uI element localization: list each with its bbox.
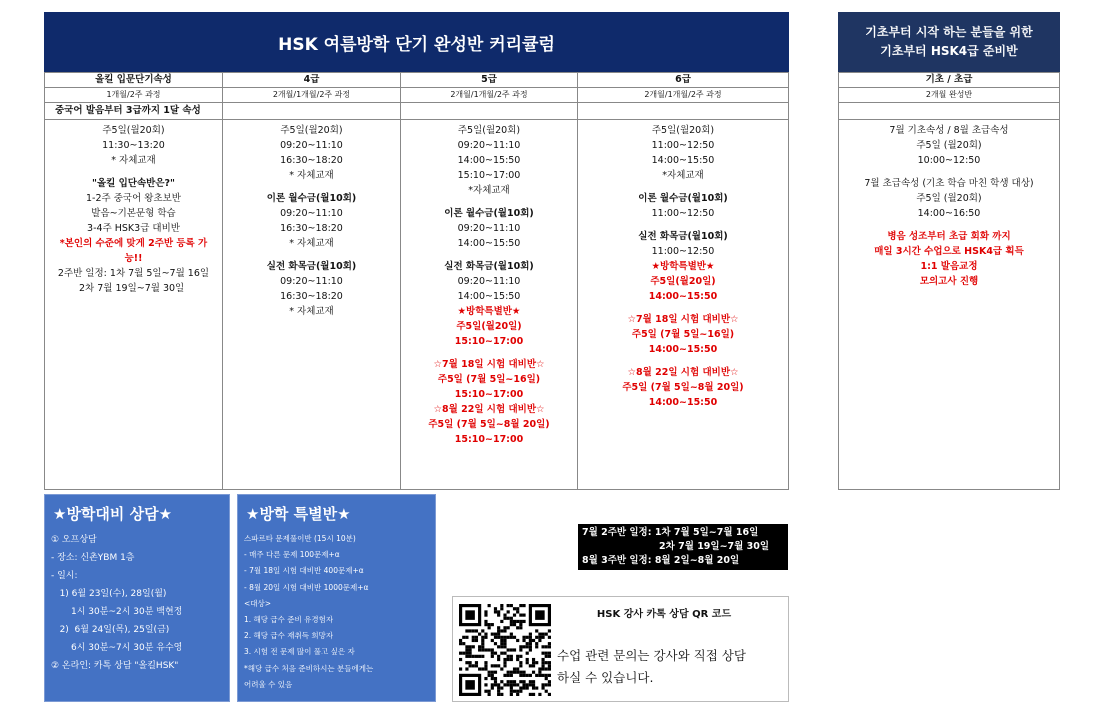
qr-description xyxy=(557,645,787,689)
schedule-line: 11:00~12:50 xyxy=(651,140,715,151)
info-line: ① 오프상담 xyxy=(51,535,97,545)
schedule-line: ☆7월 18일 시험 대비반☆ xyxy=(627,314,739,325)
schedule-line: 16:30~18:20 xyxy=(280,223,343,234)
schedule-line xyxy=(578,304,788,312)
schedule-line: 14:00~16:50 xyxy=(917,208,981,219)
schedule-line: 09:20~11:10 xyxy=(457,140,521,151)
schedule-line: 10:00~12:50 xyxy=(917,155,981,166)
schedule-line: 14:00~15:50 xyxy=(457,155,521,166)
schedule-line: 1-2주 중국어 왕초보반 xyxy=(86,193,181,204)
column-head: 6급 xyxy=(578,73,788,88)
beginner-panel-title xyxy=(838,12,1060,72)
column-sub: 1개월/2주 과정 xyxy=(45,88,222,103)
info-line: - 장소: 신촌YBM 1층 xyxy=(51,553,135,563)
column-desc xyxy=(401,103,577,120)
schedule-line: *본인의 수준에 맞게 2주반 등록 가 xyxy=(59,238,208,249)
schedule-line: ☆8월 22일 시험 대비반☆ xyxy=(627,367,739,378)
schedule-line: *자체교재 xyxy=(662,170,704,181)
info-line: - 8월 20일 시험 대비반 1000문제+α xyxy=(244,582,369,592)
beginner-title-line2: 기초부터 HSK4급 준비반 xyxy=(880,44,1018,58)
schedule-line: 모의고사 진행 xyxy=(919,276,979,287)
column-beginner xyxy=(839,73,1059,489)
schedule-line: 14:00~15:50 xyxy=(457,238,521,249)
schedule-line: 15:10~17:00 xyxy=(454,434,524,445)
schedule-line: 실전 화목금(월10회) xyxy=(444,261,534,272)
schedule-line: 주5일(월20회) xyxy=(280,125,343,136)
qr-title: HSK 강사 카톡 상담 QR 코드 xyxy=(596,609,732,620)
qr-description-line2: 하실 수 있습니다. xyxy=(557,670,654,685)
schedule-line: 주5일 (월20회) xyxy=(916,140,982,151)
column-head: 5급 xyxy=(401,73,577,88)
schedule-line: 11:00~12:50 xyxy=(651,246,715,257)
schedule-line: 2차 7월 19일~7월 30일 xyxy=(79,283,185,294)
schedule-line: 7월 초급속성 (기초 학습 마친 학생 대상) xyxy=(864,178,1034,189)
schedule-line: 15:10~17:00 xyxy=(454,336,524,347)
column-body xyxy=(223,120,400,319)
schedule-line xyxy=(839,168,1059,176)
schedule-line-3: 8월 3주반 일정: 8월 2일~8월 20일 xyxy=(582,555,740,566)
info-line: 6시 30분~7시 30분 유수영 xyxy=(51,643,183,653)
column-level-4 xyxy=(223,73,401,489)
schedule-line: 09:20~11:10 xyxy=(280,140,343,151)
column-body xyxy=(45,120,222,296)
schedule-line xyxy=(401,251,577,259)
column-intro xyxy=(45,73,223,489)
schedule-line xyxy=(578,357,788,365)
info-line: 1) 6월 23일(수), 28일(월) xyxy=(51,589,167,599)
schedule-line: 이론 월수금(월10회) xyxy=(266,193,357,204)
schedule-line: 주5일 (7월 5일~8월 20일) xyxy=(622,382,744,393)
schedule-line: 이론 월수금(월10회) xyxy=(638,193,728,204)
schedule-line: 병음 성조부터 초급 회화 까지 xyxy=(887,231,1011,242)
schedule-line: 이론 월수금(월10회) xyxy=(444,208,534,219)
schedule-line xyxy=(45,168,222,176)
schedule-line: 09:20~11:10 xyxy=(457,276,521,287)
schedule-line xyxy=(578,221,788,229)
schedule-line: 발음~기본문형 학습 xyxy=(91,208,176,219)
column-desc: 중국어 발음부터 3급까지 1달 속성 xyxy=(45,103,222,120)
schedule-line: 주5일 (7월 5일~16일) xyxy=(437,374,541,385)
schedule-line: 주5일 (월20회) xyxy=(916,193,982,204)
info-line: - 일시: xyxy=(51,571,78,581)
info-line: *해당 급수 처음 준비하시는 분들에게는 xyxy=(244,663,374,673)
schedule-line: 09:20~11:10 xyxy=(280,276,343,287)
schedule-line: * 자체교재 xyxy=(289,238,334,249)
schedule-line: * 자체교재 xyxy=(111,155,156,166)
schedule-line-1: 7월 2주반 일정: 1차 7월 5일~7월 16일 xyxy=(582,527,759,538)
schedule-line: 14:00~15:50 xyxy=(651,155,715,166)
schedule-line xyxy=(578,183,788,191)
schedule-line: 09:20~11:10 xyxy=(280,208,343,219)
beginner-table xyxy=(838,72,1060,490)
schedule-line: 15:10~17:00 xyxy=(454,389,524,400)
schedule-line: *자체교재 xyxy=(468,185,510,196)
schedule-line: 매일 3시간 수업으로 HSK4급 획득 xyxy=(874,246,1024,257)
schedule-line: 주5일 (7월 5일~8월 20일) xyxy=(428,419,550,430)
column-sub: 2개월 완성반 xyxy=(839,88,1059,103)
column-body xyxy=(578,120,788,410)
schedule-line: ☆8월 22일 시험 대비반☆ xyxy=(433,404,545,415)
info-line: 2) 6월 24일(목), 25일(금) xyxy=(51,625,170,635)
info-line: - 매주 다른 문제 100문제+α xyxy=(244,550,340,560)
consultation-title: ★방학대비 상담★ xyxy=(53,505,173,523)
schedule-line: 14:00~15:50 xyxy=(457,291,521,302)
consultation-lines xyxy=(45,531,229,675)
consultation-box xyxy=(44,494,230,702)
schedule-line: 11:00~12:50 xyxy=(651,208,715,219)
schedule-line: ★방학특별반★ xyxy=(651,261,715,272)
schedule-line: 16:30~18:20 xyxy=(280,291,343,302)
curriculum-title: HSK 여름방학 단기 완성반 커리큘럼 xyxy=(44,12,789,72)
schedule-line: 15:10~17:00 xyxy=(457,170,521,181)
info-line: 1. 해당 급수 준비 유경험자 xyxy=(244,614,334,624)
schedule-line: ☆7월 18일 시험 대비반☆ xyxy=(433,359,545,370)
schedule-line: 11:30~13:20 xyxy=(102,140,165,151)
column-desc xyxy=(578,103,788,120)
schedule-line xyxy=(223,251,400,259)
schedule-line: 14:00~15:50 xyxy=(648,291,718,302)
info-line: 스파르타 문제풀이반 (15시 10분) xyxy=(244,534,356,543)
schedule-line: 주5일(월20일) xyxy=(456,321,522,332)
schedule-line xyxy=(839,221,1059,229)
schedule-line: "올킬 입단속반은?" xyxy=(92,178,175,189)
qr-code-icon[interactable] xyxy=(459,604,551,696)
schedule-box xyxy=(578,524,788,570)
column-head: 기초 / 초급 xyxy=(839,73,1059,88)
curriculum-table xyxy=(44,72,789,490)
schedule-line-2: 2차 7월 19일~7월 30일 xyxy=(659,541,770,552)
info-line: 3. 시험 전 문제 많이 풀고 싶은 자 xyxy=(244,647,355,657)
column-desc xyxy=(223,103,400,120)
column-desc xyxy=(839,103,1059,120)
column-head: 올킬 입문단기속성 xyxy=(45,73,222,88)
column-head: 4급 xyxy=(223,73,400,88)
schedule-line: 1:1 발음교정 xyxy=(920,261,978,272)
schedule-line: 주5일(월20회) xyxy=(102,125,165,136)
schedule-line xyxy=(223,183,400,191)
info-line: 2. 해당 급수 재취득 희망자 xyxy=(244,631,334,641)
special-class-box xyxy=(237,494,436,702)
schedule-line: 주5일(월20회) xyxy=(651,125,715,136)
column-body xyxy=(839,120,1059,289)
qr-description-line1: 수업 관련 문의는 강사와 직접 상담 xyxy=(557,648,746,663)
schedule-line xyxy=(401,198,577,206)
schedule-line: 09:20~11:10 xyxy=(457,223,521,234)
schedule-line: 16:30~18:20 xyxy=(280,155,343,166)
schedule-line: 실전 화목금(월10회) xyxy=(638,231,728,242)
schedule-line: 14:00~15:50 xyxy=(648,344,718,355)
info-line: 어려울 수 있음 xyxy=(244,679,293,689)
info-line: 1시 30분~2시 30분 백현정 xyxy=(51,607,183,617)
qr-contact-box xyxy=(452,596,789,702)
column-sub: 2개월/1개월/2주 과정 xyxy=(401,88,577,103)
schedule-line: 능!! xyxy=(124,253,143,264)
special-class-title: ★방학 특별반★ xyxy=(246,505,351,523)
schedule-line: 14:00~15:50 xyxy=(648,397,718,408)
info-line: - 7월 18일 시험 대비반 400문제+α xyxy=(244,566,364,576)
schedule-line: 3-4주 HSK3급 대비반 xyxy=(87,223,180,234)
schedule-line: 7월 기초속성 / 8월 초급속성 xyxy=(889,125,1009,136)
schedule-line: 주5일 (7월 5일~16일) xyxy=(631,329,735,340)
column-sub: 2개월/1개월/2주 과정 xyxy=(223,88,400,103)
schedule-line: ★방학특별반★ xyxy=(457,306,521,317)
column-body xyxy=(401,120,577,447)
column-sub: 2개월/1개월/2주 과정 xyxy=(578,88,788,103)
column-level-6 xyxy=(578,73,788,489)
schedule-line: 실전 화목금(월10회) xyxy=(266,261,357,272)
schedule-line xyxy=(401,349,577,357)
schedule-line: 2주반 일정: 1차 7월 5일~7월 16일 xyxy=(57,268,210,279)
column-level-5 xyxy=(401,73,578,489)
schedule-line: * 자체교재 xyxy=(289,170,334,181)
info-line: <대상> xyxy=(244,598,272,608)
schedule-line: * 자체교재 xyxy=(289,306,334,317)
schedule-line: 주5일(월20회) xyxy=(457,125,521,136)
special-class-lines xyxy=(238,531,435,693)
schedule-line: 주5일(월20일) xyxy=(650,276,716,287)
beginner-title-line1: 기초부터 시작 하는 분들을 위한 xyxy=(865,25,1033,39)
info-line: ② 온라인: 카톡 상담 "올킬HSK" xyxy=(51,661,179,671)
